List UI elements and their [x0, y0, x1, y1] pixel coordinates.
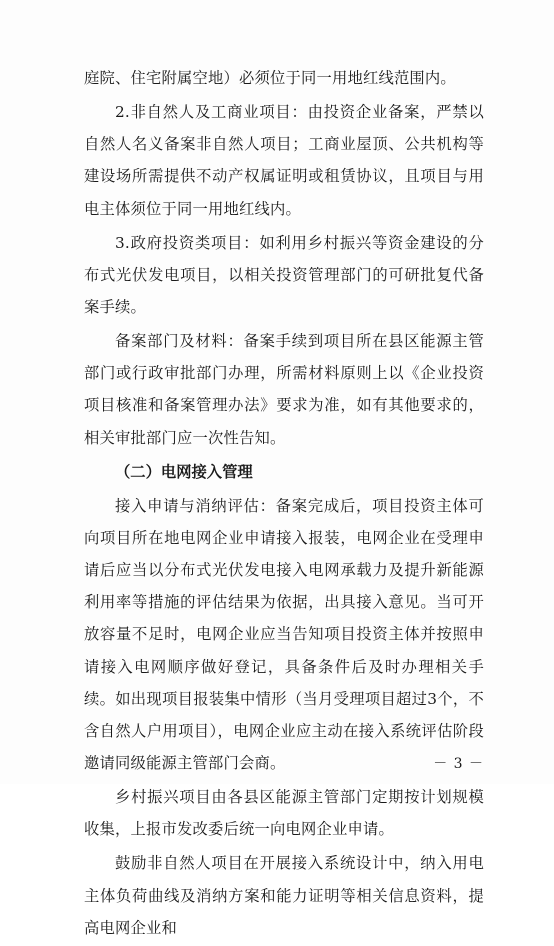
paragraph-access-application: 接入申请与消纳评估：备案完成后，项目投资主体可向项目所在地电网企业申请接入报装，电网企业在受理申请后应当以分布式光伏发电接入电网承载力及提升新能源利用率等措施的评估结果为依据，出具接入意见。当可开放容量不足时，电网企业应当告知项目投资主体并按照申请接入电网顺序做好登记，具备条件后及时办理相关手续。如出现项目报装集中情形（当月受理项目超过3个，不含自然人户用项目），电网企业应主动在接入系统评估阶段邀请同级能源主管部门会商。: [84, 496, 484, 773]
paragraph-government-investment-projects: 3.政府投资类项目：如利用乡村振兴等资金建设的分布式光伏发电项目，以相关投资管理部门的可研批复代备案手续。: [84, 233, 484, 317]
paragraph-filing-department-materials: 备案部门及材料：备案手续到项目所在县区能源主管部门或行政审批部门办理，所需材料原则上以《企业投资项目核准和备案管理办法》要求为准，如有其他要求的，相关审批部门应一次性告知。: [84, 332, 484, 447]
paragraph-encourage-non-natural: 鼓励非自然人项目在开展接入系统设计中，纳入用电主体负荷曲线及消纳方案和能力证明等相关信息资料，提高电网企业和: [84, 854, 484, 937]
page-number: － 3 －: [433, 756, 484, 772]
paragraph-continuation: 庭院、住宅附属空地）必须位于同一用地红线范围内。: [84, 69, 456, 87]
paragraph-rural-revitalization: 乡村振兴项目由各县区能源主管部门定期按计划规模收集，上报市发改委后统一向电网企业申请。: [84, 788, 484, 839]
paragraph-non-natural-person-projects: 2.非自然人及工商业项目：由投资企业备案，严禁以自然人名义备案非自然人项目；工商业屋顶、公共机构等建设场所需提供不动产权属证明或租赁协议，且项目与用电主体须位于同一用地红线内。: [84, 103, 484, 218]
section-heading-grid-access: （二）电网接入管理: [115, 462, 253, 481]
document-body: [84, 62, 484, 946]
